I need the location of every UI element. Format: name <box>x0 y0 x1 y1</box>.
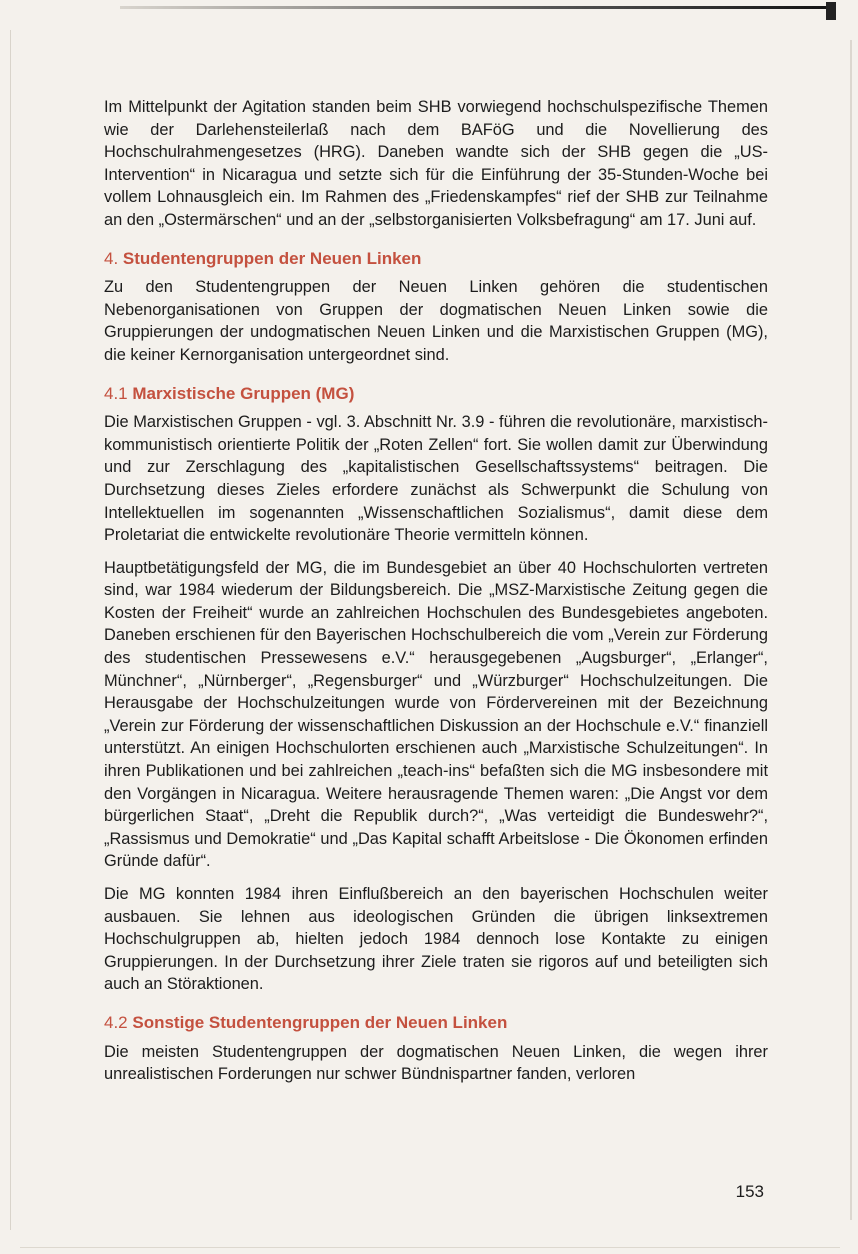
page-edge-left <box>10 30 11 1230</box>
section-title: Marxistische Gruppen (MG) <box>132 383 355 403</box>
section-heading-4-2 <box>104 1012 768 1035</box>
section-4-1-paragraph-3: Die MG konnten 1984 ihren Einflußbereich an den bayerischen Hochschulen weiter ausbauen. Sie lehnen aus ideologischen Gründen die übrigen linksextremen Hochschulgruppen ab, hielten jedoch 1984 dennoch lose Kontakte zu einigen Gruppierungen. In der Durchsetzung ihrer Ziele traten sie rigoros auf und beteiligten sich auch an Störaktionen. <box>104 885 768 994</box>
section-title: Sonstige Studentengruppen der Neuen Linken <box>132 1012 508 1032</box>
section-4-paragraph: Zu den Studentengruppen der Neuen Linken gehören die studentischen Nebenorganisationen von Gruppen der dogmatischen Neuen Linken sowie die Gruppierungen der undogmatischen Neuen Linken und die Marxistischen Gruppen (MG), die keiner Kernorganisation untergeordnet sind. <box>104 278 768 364</box>
top-rule <box>120 6 836 9</box>
section-number: 4.2 <box>104 1012 128 1032</box>
section-4-2-paragraph: Die meisten Studentengruppen der dogmatischen Neuen Linken, die wegen ihrer unrealistischen Forderungen nur schwer Bündnispartner fanden, verloren <box>104 1042 768 1084</box>
page-number: 153 <box>735 1182 764 1201</box>
page-content <box>104 96 768 1096</box>
section-heading-4-1 <box>104 383 768 406</box>
section-number: 4. <box>104 248 119 268</box>
page-edge-bottom <box>20 1247 840 1248</box>
top-rule-end <box>826 2 836 20</box>
section-title: Studentengruppen der Neuen Linken <box>122 248 422 268</box>
intro-paragraph: Im Mittelpunkt der Agitation standen beim SHB vorwiegend hochschulspezifische Themen wie der Darlehensteilerlaß nach dem BAFöG und die Novellierung des Hochschulrahmengesetzes (HRG). Daneben wandte sich der SHB gegen die „US-Intervention“ in Nicaragua und setzte sich für die Einführung der 35-Stunden-Woche bei vollem Lohnausgleich ein. Im Rahmen des „Friedenskampfes“ rief der SHB zur Teilnahme an den „Ostermärschen“ und an der „selbstorganisierten Volksbefragung“ am 17. Juni auf. <box>104 98 768 229</box>
section-4-1-paragraph-2: Hauptbetätigungsfeld der MG, die im Bundesgebiet an über 40 Hochschulorten vertreten sind, war 1984 wiederum der Bildungsbereich. Die „MSZ-Marxistische Zeitung gegen die Kosten der Freiheit“ wurde an zahlreichen Hochschulen des Bundesgebietes angeboten. Daneben erschienen für den Bayerischen Hochschulbereich die vom „Verein zur Förderung des studentischen Pressewesens e.V.“ herausgegebenen „Augsburger“, „Erlanger“, Münchner“, „Nürnberger“, „Regensburger“ und „Würzburger“ Hochschulzeitungen. Die Herausgabe der Hochschulzeitungen wurde von Fördervereinen mit der Bezeichnung „Verein zur Förderung der wissenschaftlichen Diskussion an der Hochschule e.V.“ finanziell unterstützt. An einigen Hochschulorten erschienen auch „Marxistische Schulzeitungen“. In ihren Publikationen und bei zahlreichen „teach-ins“ befaßten sich die MG insbesondere mit den Vorgängen in Nicaragua. Weitere herausragende Themen waren: „Die Angst vor dem bürgerlichen Staat“, „Dreht die Republik durch?“, „Was verteidigt die Bundeswehr?“, „Rassismus und Demokratie“ und „Das Kapital schafft Arbeitslose - Die Ökonomen erfinden Gründe dafür“. <box>104 558 768 871</box>
section-4-1-paragraph-1: Die Marxistischen Gruppen - vgl. 3. Abschnitt Nr. 3.9 - führen die revolutionäre, marxistisch-kommunistisch orientierte Politik der „Roten Zellen“ fort. Sie wollen damit zur Überwindung und zur Zerschlagung des „kapitalistischen Gesellschaftssystems“ beitragen. Die Durchsetzung dieses Zieles erfordere zunächst als Schwerpunkt die Schulung von Intellektuellen im sogenannten „Wissenschaftlichen Sozialismus“, damit diese dem Proletariat die entwickelte revolutionäre Theorie vermitteln können. <box>104 413 768 545</box>
section-number: 4.1 <box>104 383 128 403</box>
page-edge-right <box>850 40 852 1220</box>
section-heading-4 <box>104 248 768 271</box>
